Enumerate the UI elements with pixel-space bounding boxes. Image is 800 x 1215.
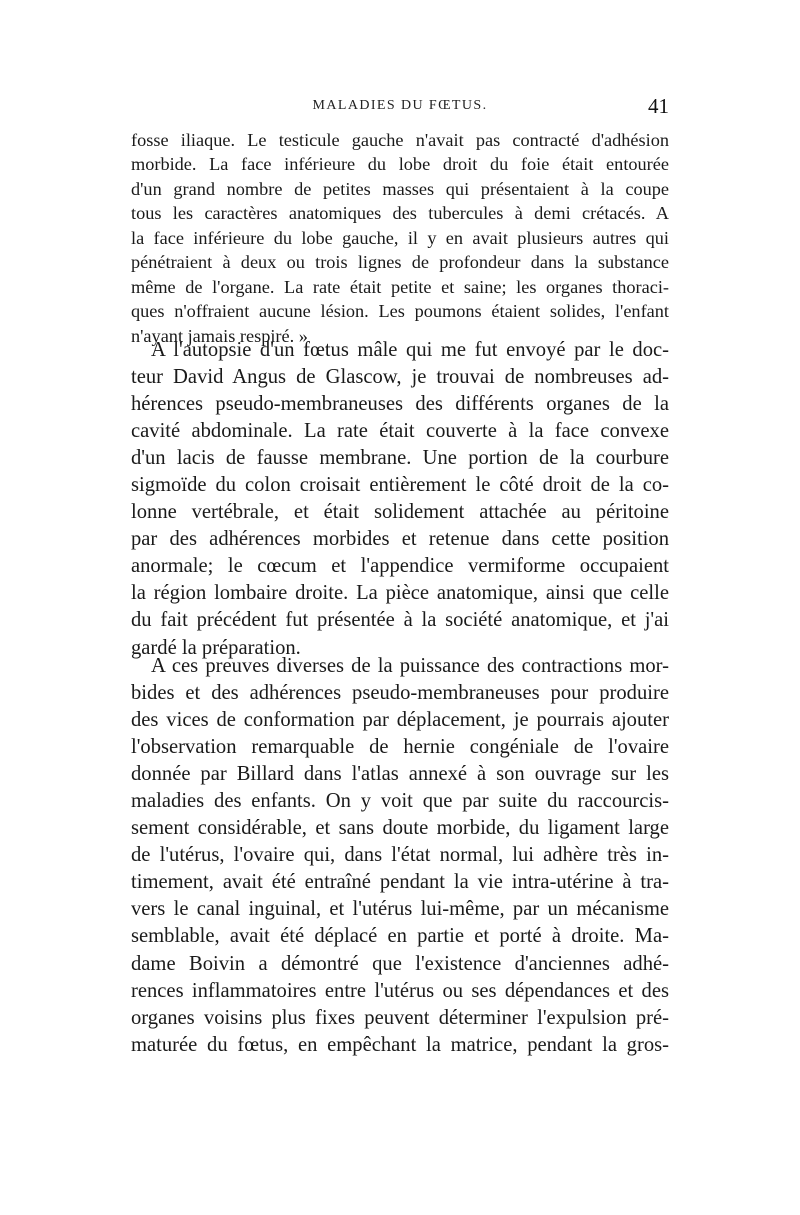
text-line: du fait précédent fut présentée à la société anatomique, et j'ai xyxy=(131,609,669,632)
page-number: 41 xyxy=(648,94,669,118)
text-line: tous les caractères anatomiques des tubercules à demi crétacés. A xyxy=(131,203,669,224)
text-line: rences inflammatoires entre l'utérus ou ses dépendances et des xyxy=(131,979,669,1002)
text-line: la face inférieure du lobe gauche, il y en avait plusieurs autres qui xyxy=(131,227,669,248)
text-line: sement considérable, et sans doute morbide, du ligament large xyxy=(131,817,669,840)
text-line: donnée par Billard dans l'atlas annexé à son ouvrage sur les xyxy=(131,763,669,786)
text-line: ques n'offraient aucune lésion. Les poumons étaient solides, l'enfant xyxy=(131,301,669,322)
text-line: n'ayant jamais respiré. » xyxy=(131,325,308,346)
running-head xyxy=(131,94,669,122)
text-line: anormale; le cœcum et l'appendice vermiforme occupaient xyxy=(131,555,669,578)
text-line: cavité abdominale. La rate était couverte à la face convexe xyxy=(131,420,669,443)
text-line: même de l'organe. La rate était petite et saine; les organes thoraci- xyxy=(131,276,669,297)
text-line: morbide. La face inférieure du lobe droit du foie était entourée xyxy=(131,154,669,175)
text-line: pénétraient à deux ou trois lignes de profondeur dans la substance xyxy=(131,252,669,273)
text-line: A l'autopsie d'un fœtus mâle qui me fut envoyé par le doc- xyxy=(151,339,669,361)
paragraph-1 xyxy=(131,128,669,348)
text-line: vers le canal inguinal, et l'utérus lui-même, par un mécanisme xyxy=(131,898,669,921)
text-line: organes voisins plus fixes peuvent déterminer l'expulsion pré- xyxy=(131,1006,669,1029)
running-title: MALADIES DU FŒTUS. xyxy=(312,98,488,113)
text-line: hérences pseudo-membraneuses des différents organes de la xyxy=(131,393,669,416)
text-line: maturée du fœtus, en empêchant la matrice, pendant la gros- xyxy=(131,1033,669,1056)
text-line: teur David Angus de Glascow, je trouvai de nombreuses ad- xyxy=(131,366,669,389)
text-line: maladies des enfants. On y voit que par suite du raccourcis- xyxy=(131,790,669,813)
text-line: l'observation remarquable de hernie congéniale de l'ovaire xyxy=(131,736,669,759)
text-line: d'un grand nombre de petites masses qui présentaient à la coupe xyxy=(131,178,669,199)
paragraph-3 xyxy=(131,653,669,1059)
text-line: par des adhérences morbides et retenue dans cette position xyxy=(131,528,669,551)
text-line: lonne vertébrale, et était solidement attachée au péritoine xyxy=(131,501,669,524)
text-line: fosse iliaque. Le testicule gauche n'avait pas contracté d'adhésion xyxy=(131,130,669,150)
text-line: sigmoïde du colon croisait entièrement le côté droit de la co- xyxy=(131,474,669,497)
text-line: semblable, avait été déplacé en partie et porté à droite. Ma- xyxy=(131,925,669,948)
text-line: d'un lacis de fausse membrane. Une portion de la courbure xyxy=(131,447,669,470)
text-line: gardé la préparation. xyxy=(131,636,301,659)
text-line: A ces preuves diverses de la puissance des contractions mor- xyxy=(151,655,669,677)
text-line: bides et des adhérences pseudo-membraneuses pour produire xyxy=(131,682,669,705)
text-line: timement, avait été entraîné pendant la vie intra-utérine à tra- xyxy=(131,871,669,894)
text-line: de l'utérus, l'ovaire qui, dans l'état normal, lui adhère très in- xyxy=(131,844,669,867)
paragraph-2 xyxy=(131,337,669,662)
text-line: dame Boivin a démontré que l'existence d'anciennes adhé- xyxy=(131,952,669,975)
text-line: des vices de conformation par déplacement, je pourrais ajouter xyxy=(131,709,669,732)
text-line: la région lombaire droite. La pièce anatomique, ainsi que celle xyxy=(131,582,669,605)
